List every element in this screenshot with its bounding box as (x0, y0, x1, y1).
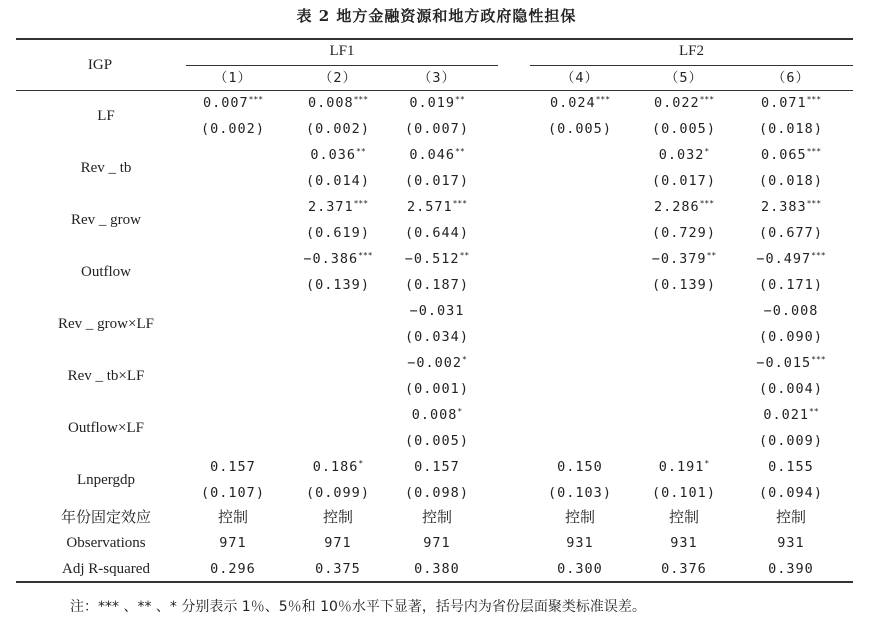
significance-stars: *** (699, 199, 715, 208)
standard-error-cell: (0.007) (405, 121, 469, 137)
standard-error-cell: (0.099) (306, 485, 370, 501)
significance-stars: * (704, 459, 710, 468)
standard-error-cell: (0.103) (548, 485, 612, 501)
standard-error-cell: (0.107) (201, 485, 265, 501)
dep-var-label: IGP (87, 57, 113, 73)
significance-stars: *** (806, 95, 822, 104)
significance-stars: *** (806, 199, 822, 208)
coefficient-value: 0.008 (307, 95, 354, 111)
standard-error-cell: (0.677) (759, 225, 823, 241)
footer-cell: 控制 (217, 508, 248, 526)
table-caption: 表 2 地方金融资源和地方政府隐性担保 (296, 7, 577, 25)
footer-row-label: Adj R-squared (62, 561, 150, 577)
standard-error-cell: (0.001) (405, 381, 469, 397)
group-rule-lf2 (530, 65, 853, 66)
standard-error-cell: (0.139) (306, 277, 370, 293)
coefficient-value: 2.571 (406, 199, 453, 215)
footer-cell: 971 (219, 535, 247, 551)
coefficient-value: 2.286 (653, 199, 700, 215)
coefficient-cell (629, 458, 739, 476)
coefficient-cell (178, 94, 288, 112)
standard-error-cell: (0.139) (652, 277, 716, 293)
coefficient-cell (629, 198, 739, 216)
coefficient-value: 0.191 (658, 459, 705, 475)
column-header-1: （1） (213, 70, 253, 86)
coefficient-cell (629, 250, 739, 268)
coefficient-value: 0.071 (760, 95, 807, 111)
footer-cell: 931 (566, 535, 594, 551)
footer-row-label: 年份固定效应 (60, 508, 151, 526)
standard-error-cell: (0.034) (405, 329, 469, 345)
coefficient-value: 0.065 (760, 147, 807, 163)
row-label: Outflow×LF (68, 420, 144, 436)
standard-error-cell: (0.017) (652, 173, 716, 189)
coefficient-cell (736, 354, 846, 372)
coefficient-cell (283, 198, 393, 216)
significance-stars: * (358, 459, 364, 468)
footer-cell: 0.380 (414, 561, 460, 577)
standard-error-cell: (0.002) (306, 121, 370, 137)
coefficient-value: 0.036 (310, 147, 356, 163)
table-note: 注：*** 、** 、* 分别表示 1％、5％和 10％水平下显著，括号内为省份层面聚类标准误差。 (70, 599, 646, 615)
coefficient-value: 0.032 (658, 147, 705, 163)
coefficient-cell (525, 94, 635, 112)
significance-stars: *** (806, 147, 822, 156)
footer-cell: 控制 (322, 508, 353, 526)
coefficient-cell (283, 250, 393, 268)
top-rule (16, 38, 853, 40)
footer-cell: 0.375 (315, 561, 361, 577)
standard-error-cell: (0.017) (405, 173, 469, 189)
coefficient-value: 0.157 (210, 459, 256, 475)
coefficient-value: 0.021 (763, 407, 809, 423)
coefficient-value: −0.031 (409, 303, 465, 319)
coefficient-value: −0.015 (756, 355, 812, 371)
significance-stars: ** (706, 251, 717, 260)
significance-stars: *** (699, 95, 715, 104)
footer-cell: 0.300 (557, 561, 603, 577)
footer-cell: 971 (324, 535, 352, 551)
footer-cell: 0.390 (768, 561, 814, 577)
coefficient-value: 0.150 (557, 459, 603, 475)
coefficient-value: −0.386 (303, 251, 359, 267)
coefficient-cell (736, 94, 846, 112)
coefficient-value: 0.019 (409, 95, 455, 111)
standard-error-cell: (0.094) (759, 485, 823, 501)
footer-cell: 控制 (564, 508, 595, 526)
footer-cell: 0.296 (210, 561, 256, 577)
coefficient-cell (736, 146, 846, 164)
standard-error-cell: (0.018) (759, 173, 823, 189)
coefficient-cell (629, 94, 739, 112)
coefficient-value: −0.512 (404, 251, 460, 267)
coefficient-cell (283, 94, 393, 112)
significance-stars: * (457, 407, 463, 416)
standard-error-cell: (0.098) (405, 485, 469, 501)
standard-error-cell: (0.729) (652, 225, 716, 241)
footer-cell: 0.376 (661, 561, 707, 577)
column-header-6: （6） (771, 70, 811, 86)
coefficient-value: 0.022 (653, 95, 700, 111)
column-header-2: （2） (318, 70, 358, 86)
significance-stars: *** (595, 95, 611, 104)
coefficient-cell (736, 198, 846, 216)
coefficient-cell (736, 458, 846, 476)
coefficient-value: −0.002 (407, 355, 462, 371)
coefficient-cell (382, 406, 492, 424)
header-rule (16, 90, 853, 91)
row-label: LF (97, 108, 115, 124)
coefficient-value: −0.008 (763, 303, 819, 319)
row-label: Lnpergdp (76, 472, 136, 488)
significance-stars: *** (353, 199, 369, 208)
coefficient-cell (525, 458, 635, 476)
footer-cell: 控制 (775, 508, 806, 526)
coefficient-cell (283, 458, 393, 476)
coefficient-value: 2.371 (307, 199, 354, 215)
coefficient-cell (382, 250, 492, 268)
standard-error-cell: (0.187) (405, 277, 469, 293)
significance-stars: *** (248, 95, 264, 104)
footer-cell: 971 (423, 535, 451, 551)
coefficient-value: −0.379 (651, 251, 707, 267)
significance-stars: *** (811, 355, 826, 364)
standard-error-cell: (0.005) (405, 433, 469, 449)
footer-cell: 931 (670, 535, 698, 551)
group-label-lf1: LF1 (329, 43, 355, 59)
footer-row-label: Observations (66, 535, 146, 551)
standard-error-cell: (0.644) (405, 225, 469, 241)
significance-stars: *** (452, 199, 468, 208)
standard-error-cell: (0.171) (759, 277, 823, 293)
coefficient-cell (178, 458, 288, 476)
significance-stars: *** (358, 251, 373, 260)
coefficient-cell (736, 302, 846, 320)
row-label: Rev _ tb×LF (67, 368, 145, 384)
coefficient-cell (382, 302, 492, 320)
bottom-rule (16, 581, 853, 583)
column-header-3: （3） (417, 70, 457, 86)
coefficient-cell (382, 354, 492, 372)
row-label: Outflow (81, 264, 131, 280)
coefficient-value: 0.007 (202, 95, 249, 111)
significance-stars: * (461, 355, 467, 364)
significance-stars: ** (356, 147, 366, 156)
coefficient-cell (382, 198, 492, 216)
significance-stars: ** (809, 407, 819, 416)
coefficient-value: 0.024 (549, 95, 596, 111)
standard-error-cell: (0.090) (759, 329, 823, 345)
coefficient-cell (382, 458, 492, 476)
coefficient-cell (283, 146, 393, 164)
coefficient-cell (736, 406, 846, 424)
row-label: Rev _ grow×LF (58, 316, 154, 332)
column-header-4: （4） (560, 70, 600, 86)
standard-error-cell: (0.005) (548, 121, 612, 137)
coefficient-cell (382, 146, 492, 164)
significance-stars: *** (353, 95, 369, 104)
column-header-5: （5） (664, 70, 704, 86)
footer-cell: 控制 (668, 508, 699, 526)
significance-stars: *** (811, 251, 826, 260)
coefficient-value: 2.383 (760, 199, 807, 215)
row-label: Rev _ grow (71, 212, 141, 228)
coefficient-value: −0.497 (756, 251, 812, 267)
group-label-lf2: LF2 (678, 43, 704, 59)
significance-stars: ** (459, 251, 470, 260)
coefficient-cell (736, 250, 846, 268)
coefficient-value: 0.155 (768, 459, 814, 475)
coefficient-cell (629, 146, 739, 164)
coefficient-value: 0.186 (312, 459, 359, 475)
standard-error-cell: (0.018) (759, 121, 823, 137)
standard-error-cell: (0.005) (652, 121, 716, 137)
significance-stars: ** (455, 147, 465, 156)
significance-stars: ** (455, 95, 465, 104)
standard-error-cell: (0.004) (759, 381, 823, 397)
footer-cell: 931 (777, 535, 805, 551)
coefficient-value: 0.157 (414, 459, 460, 475)
standard-error-cell: (0.619) (306, 225, 370, 241)
coefficient-value: 0.046 (409, 147, 455, 163)
standard-error-cell: (0.009) (759, 433, 823, 449)
group-rule-lf1 (186, 65, 498, 66)
footer-cell: 控制 (421, 508, 452, 526)
standard-error-cell: (0.002) (201, 121, 265, 137)
coefficient-cell (382, 94, 492, 112)
coefficient-value: 0.008 (411, 407, 458, 423)
significance-stars: * (704, 147, 710, 156)
row-label: Rev _ tb (80, 160, 132, 176)
standard-error-cell: (0.014) (306, 173, 370, 189)
standard-error-cell: (0.101) (652, 485, 716, 501)
